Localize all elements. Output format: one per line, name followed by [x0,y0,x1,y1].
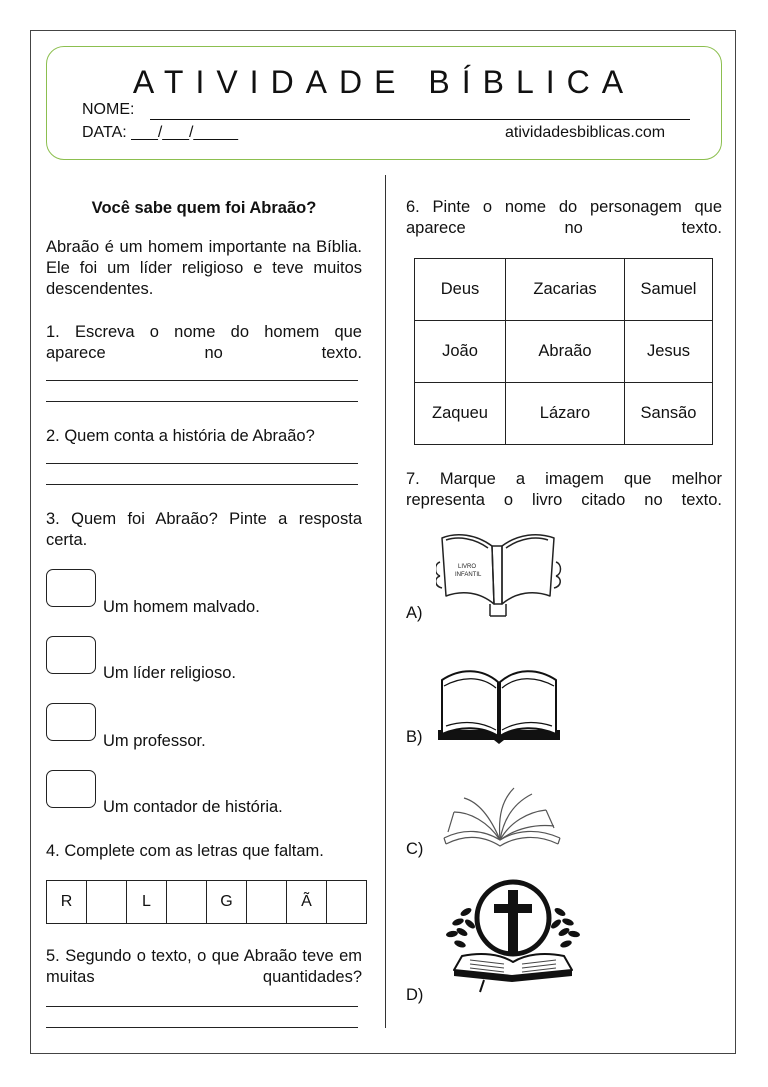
question-7: 7. Marque a imagem que melhor representa o livro citado no texto. [406,470,722,509]
answer-line[interactable] [46,1006,358,1007]
letter-cell: L [127,881,167,924]
name-cell[interactable]: Zacarias [506,259,625,321]
option-label: Um professor. [103,732,206,750]
question-3: 3. Quem foi Abraão? Pinte a resposta certa. [46,510,362,549]
flipping-book-icon[interactable] [440,782,564,852]
letter-blank[interactable] [327,881,367,924]
website: atividadesbiblicas.com [505,124,666,141]
page-title: ATIVIDADE BÍBLICA [132,64,636,100]
letter-blank[interactable] [87,881,127,924]
answer-line[interactable] [46,401,358,402]
date-label: DATA: ___/___/_____ [82,124,238,141]
intro-text: Abraão é um homem importante na Bíblia. Ele foi um líder religioso e teve muitos descendentes. [46,238,362,298]
heading: Você sabe quem foi Abraão? [91,199,317,217]
option-d-label: D) [406,986,424,1004]
name-cell[interactable]: Jesus [625,321,713,383]
answer-line[interactable] [46,463,358,464]
open-book-icon[interactable] [436,660,562,746]
name-cell[interactable]: Sansão [625,383,713,445]
letter-cell: G [207,881,247,924]
name-cell[interactable]: Deus [415,259,506,321]
column-divider [385,175,386,1028]
book-held-icon[interactable] [436,526,562,622]
name-cell[interactable]: Samuel [625,259,713,321]
letter-cell: Ã [287,881,327,924]
letter-blank[interactable] [247,881,287,924]
name-line[interactable] [150,103,690,120]
book-cover-text: LIVRO [458,564,477,570]
option-checkbox[interactable] [46,703,96,741]
option-label: Um homem malvado. [103,598,260,616]
names-grid [414,258,713,445]
question-5: 5. Segundo o texto, o que Abraão teve em muitas quantidades? [46,947,362,986]
name-cell[interactable]: Lázaro [506,383,625,445]
bible-cross-icon[interactable] [440,872,586,998]
name-cell[interactable]: Zaqueu [415,383,506,445]
option-checkbox[interactable] [46,770,96,808]
option-checkbox[interactable] [46,636,96,674]
option-label: Um líder religioso. [103,664,236,682]
letter-cell: R [47,881,87,924]
book-cover-text: INFANTIL [455,572,482,578]
letter-blank[interactable] [167,881,207,924]
answer-line[interactable] [46,380,358,381]
answer-line[interactable] [46,1027,358,1028]
question-1: 1. Escreva o nome do homem que aparece no texto. [46,323,362,362]
question-6: 6. Pinte o nome do personagem que aparece no texto. [406,198,722,237]
question-4: 4. Complete com as letras que faltam. [46,842,324,860]
option-b-label: B) [406,728,423,746]
name-cell[interactable]: Abraão [506,321,625,383]
option-c-label: C) [406,840,424,858]
answer-line[interactable] [46,484,358,485]
option-a-label: A) [406,604,423,622]
question-2: 2. Quem conta a história de Abraão? [46,427,315,445]
option-checkbox[interactable] [46,569,96,607]
letter-grid [46,880,367,924]
name-label: NOME: [82,101,135,118]
name-cell[interactable]: João [415,321,506,383]
option-label: Um contador de história. [103,798,283,816]
